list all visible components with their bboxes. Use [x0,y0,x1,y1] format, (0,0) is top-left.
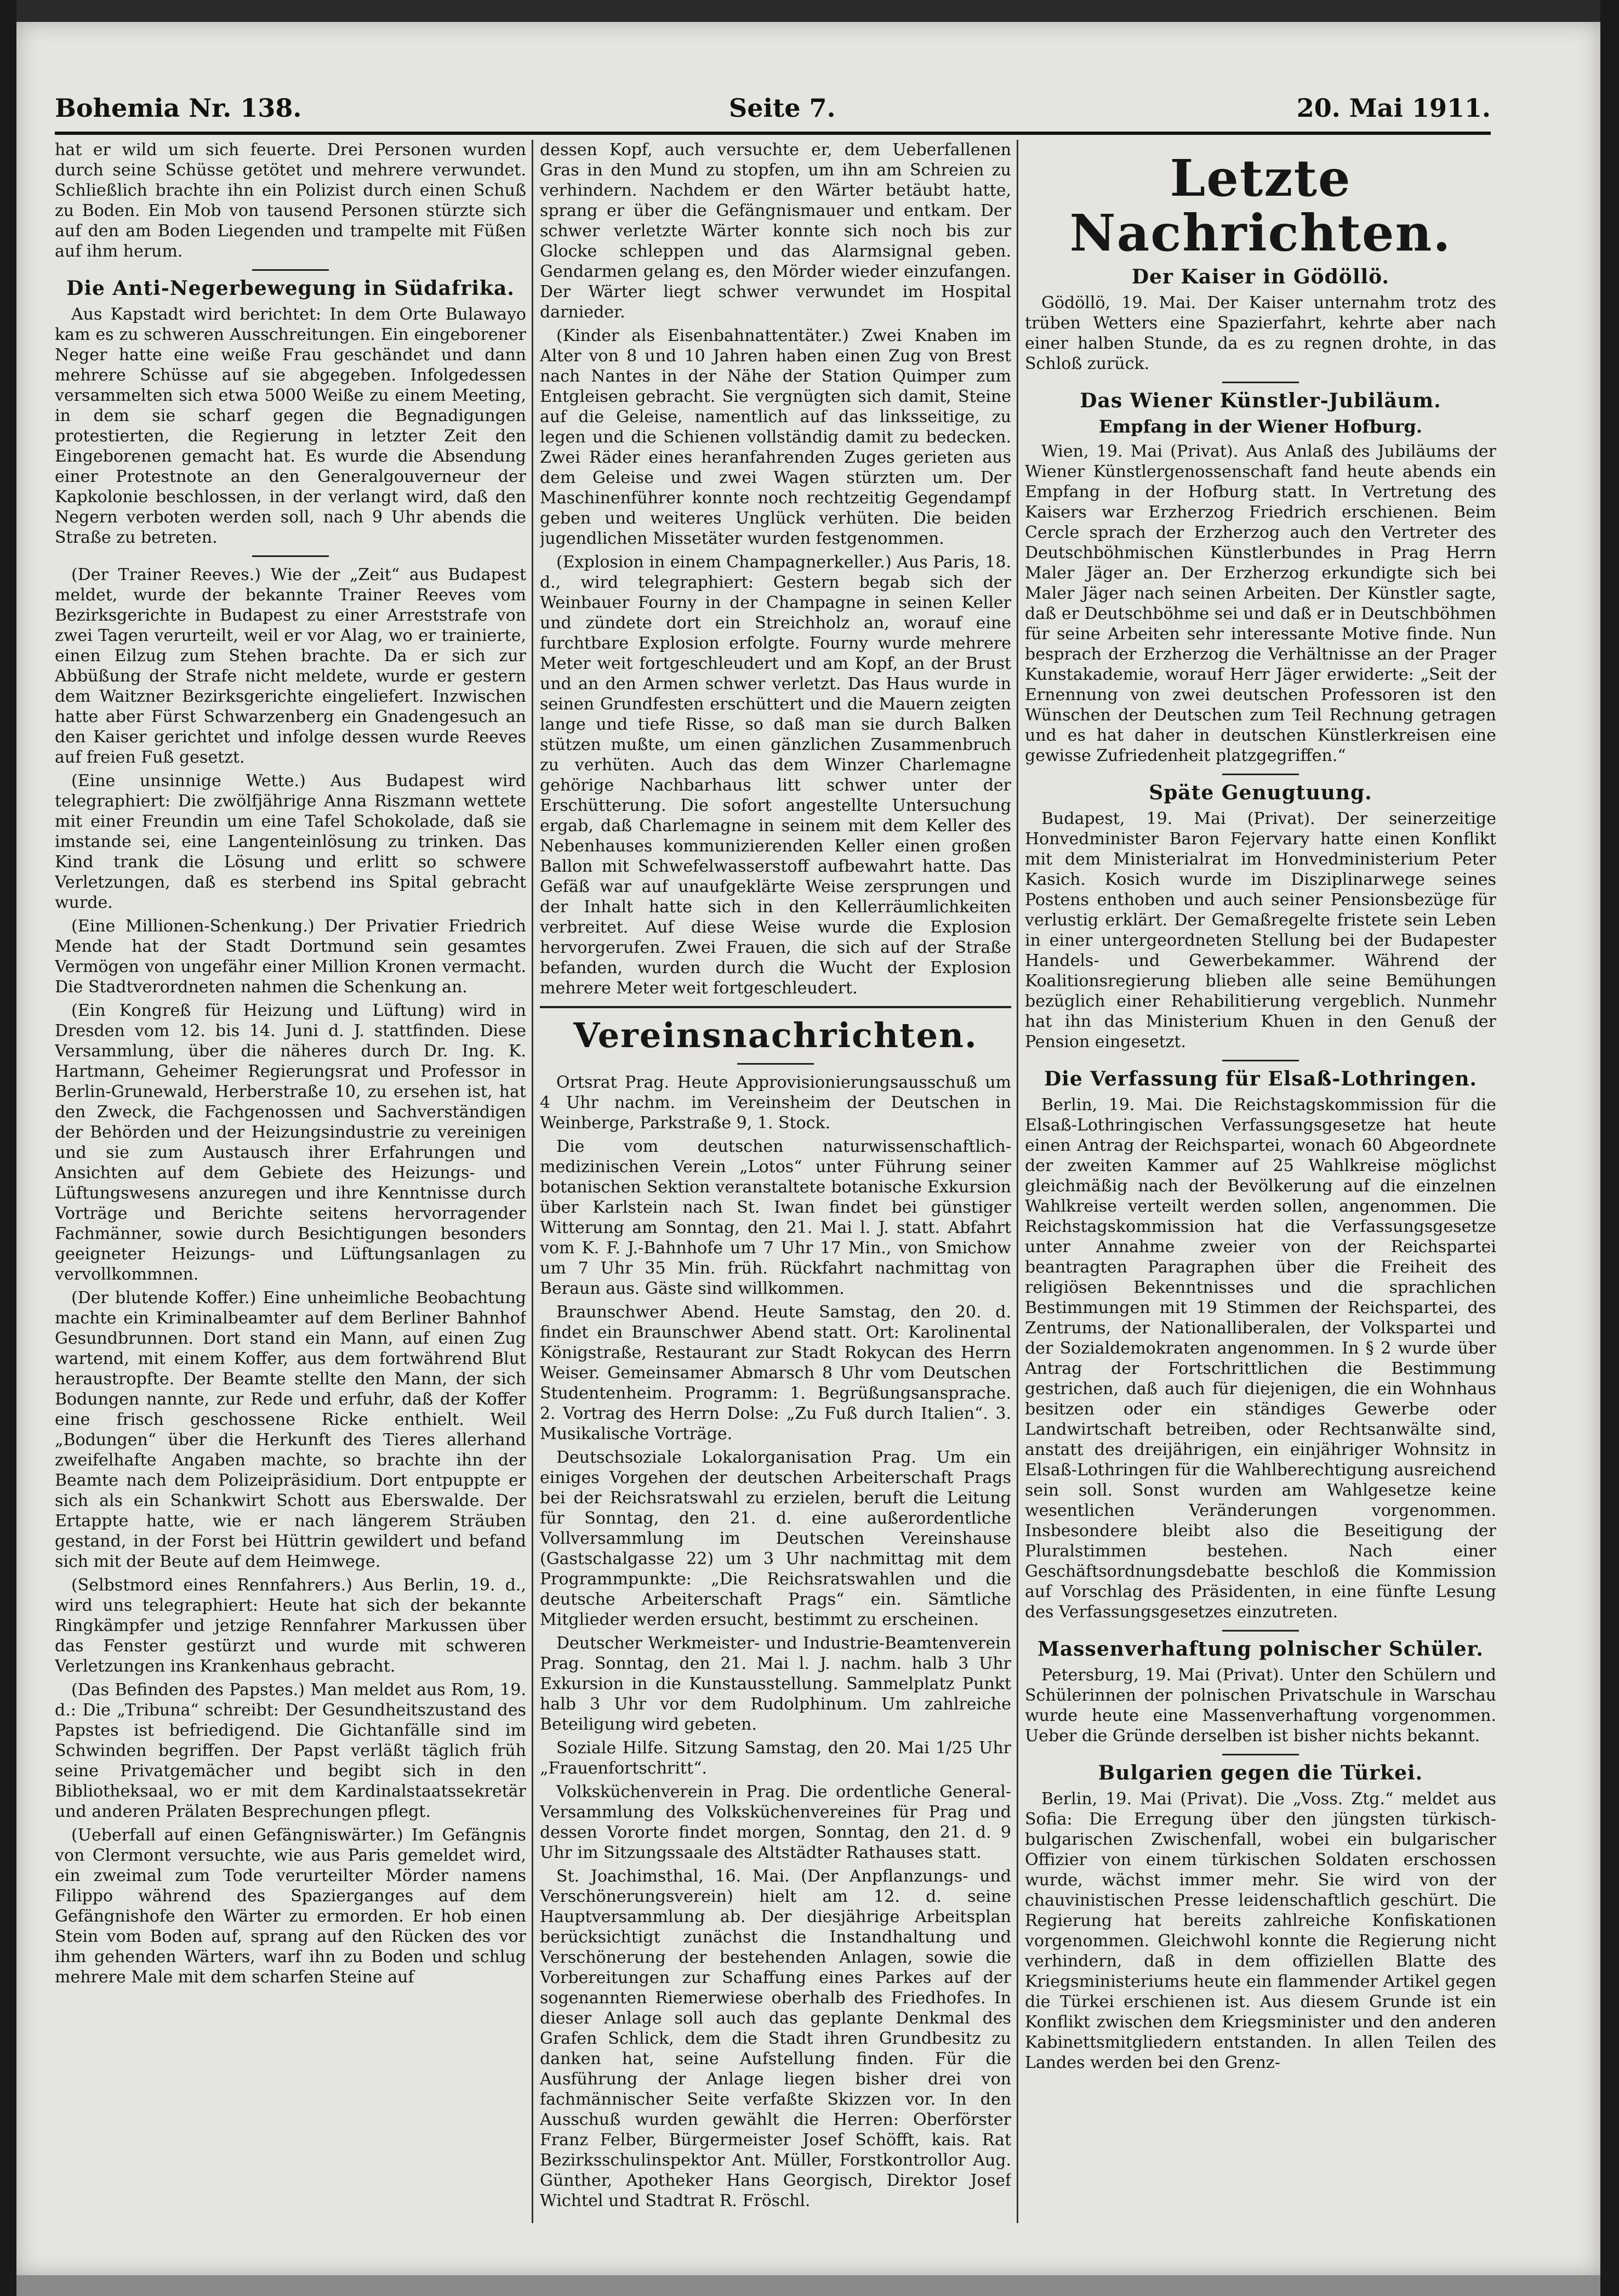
separator [1222,774,1299,775]
notice-text: Deutschsoziale Lokalorganisation Prag. Um ein einiges Vorgehen der deutschen Arbeiterschaft Prags bei der Reichsratswahl zu erzielen, beruft die Leitung für Sonntag, den 21. d. eine außerordentliche Vollversammlung im Deutschen Vereinshause (Gastschalgasse 22) um 3 Uhr nachmittag mit dem Programmpunkte: „Die Reichsratswahlen und die deutsche Arbeiterschaft Prags“ ein. Sämtliche Mitglieder werden ersucht, bestimmt zu erscheinen. [540,1448,1011,1629]
article-text: (Der Trainer Reeves.) Wie der „Zeit“ aus Budapest meldet, wurde der bekannte Trainer Reeves vom Bezirksgerichte in Budapest zu einer Arreststrafe von zwei Tagen verurteilt, weil er vor Alag, wo er trainierte, einen Eilzug zum Stehen brachte. Da er sich zur Abbüßung der Strafe nicht meldete, wurde er gestern dem Waitzner Bezirksgerichte eingeliefert. Inzwischen hatte aber Fürst Schwarzenberg ein Gnadengesuch an den Kaiser gerichtet und infolge dessen wurde Reeves auf freien Fuß gesetzt. [55,565,526,767]
separator [1222,1754,1299,1755]
article-text: Gödöllö, 19. Mai. Der Kaiser unternahm trotz des trüben Wetters eine Spazierfahrt, kehrte aber nach einer halben Stunde, da es zu regnen drohte, in das Schloß zurück. [1025,293,1496,373]
article-text: (Der blutende Koffer.) Eine unheimliche Beobachtung machte ein Kriminalbeamter auf dem Berliner Bahnhof Gesundbrunnen. Dort stand ein Mann, auf einen Zug wartend, mit einem Koffer, aus dem fortwährend Blut heraustropfte. Der Beamte stellte den Mann, der sich Bodungen nannte, zur Rede und erfuhr, daß der Koffer eine frisch geschossene Ricke enthielt. Weil „Bodungen“ über die Herkunft des Tieres allerhand zweifelhafte Angaben machte, so brachte ihn der Beamte nach dem Polizeipräsidium. Dort entpuppte er sich als ein Schankwirt Schott aus Eberswalde. Der Ertappte hatte, wie er nach längerem Sträuben gestand, in der Forst bei Hüttrin gewildert und befand sich mit der Beute auf dem Heimwege. [55,1288,526,1571]
article-text: (Kinder als Eisenbahnattentäter.) Zwei Knaben im Alter von 8 und 10 Jahren haben einen Zug von Brest nach Nantes in der Nähe der Station Quimper zum Entgleisen gebracht. Sie vergnügten sich damit, Steine auf die Geleise, namentlich auf das linksseitige, zu legen und die Schienen vollständig damit zu bedecken. Zwei Räder eines heranfahrenden Zuges gerieten aus dem Geleise und zwei Wagen stürzten um. Der Maschinenführer konnte noch rechtzeitig Gegendampf geben und weiteres Unglück verhüten. Die beiden jugendlichen Missetäter wurden festgenommen. [540,326,1011,548]
article-text: Aus Kapstadt wird berichtet: In dem Orte Bulawayo kam es zu schweren Ausschreitungen. Ein eingeborener Neger hatte eine weiße Frau geschändet und dann mehrere Schüsse auf sie abgegeben. Infolgedessen versammelten sich etwa 5000 Weiße zu einem Meeting, in dem sie scharf gegen die Begnadigungen protestierten, die Regierung in letzter Zeit den Eingeborenen gemacht hat. Es wurde die Absendung einer Protestnote an den Generalgouverneur der Kapkolonie beschlossen, in der verlangt wird, daß den Negern verboten werden soll, nach 9 Uhr abends die Straße zu betreten. [55,305,526,547]
separator [1222,382,1299,383]
article-text: Berlin, 19. Mai. Die Reichstagskommission für die Elsaß-Lothringischen Verfassungsgesetze hat heute einen Antrag der Reichspartei, wonach 60 Abgeordnete der zweiten Kammer auf 25 Wahlkreise möglichst gleichmäßig nach der Bevölkerung auf die einzelnen Wahlkreise verteilt werden sollen, angenommen. Die Reichstagskommission hat die Verfassungsgesetze unter Annahme zweier von der Reichspartei beantragten Paragraphen über die Freiheit des religiösen Bekenntnisses und die sprachlichen Bestimmungen mit 19 Stimmen der Reichspartei, des Zentrums, der Nationalliberalen, der Volkspartei und der Sozialdemokraten angenommen. In § 2 wurde über Antrag der Fortschrittlichen die Bestimmung gestrichen, daß auch für diejenigen, die ein Wohnhaus besitzen oder ein ständiges Gewerbe oder Landwirtschaft betreiben, oder Rechtsanwälte sind, anstatt des dreijährigen, ein einjähriger Wohnsitz in Elsaß-Lothringen für die Wahlberechtigung ausreichend sein soll. Sonst wurden am Wahlgesetze keine wesentlichen Veränderungen vorgenommen. Insbesondere bleibt also die Beseitigung der Pluralstimmen bestehen. Nach einer Geschäftsordnungsdebatte beschloß die Kommission auf Vorschlag des Präsidenten, in eine fünfte Lesung des Verfassungsgesetzes einzutreten. [1025,1095,1496,1622]
notice-text: St. Joachimsthal, 16. Mai. (Der Anpflanzungs- und Verschönerungsverein) hielt am 12. d. seine Hauptversammlung ab. Der diesjährige Arbeitsplan berücksichtigt zunächst die Instandhaltung und Verschönerung der bestehenden Anlagen, sowie die Vorbereitungen zur Schaffung eines Parkes auf der sogenannten Riemerwiese oberhalb des Friedhofes. In dieser Anlage soll auch das geplante Denkmal des Grafen Schlick, dem die Stadt ihren Grundbesitz zu danken hat, seine Aufstellung finden. Für die Ausführung der Anlage liegen bisher drei von fachmännischer Seite verfaßte Skizzen vor. In den Ausschuß wurden gewählt die Herren: Oberförster Franz Felber, Bürgermeister Josef Schöfft, kais. Rat Bezirksschulinspektor Ant. Müller, Forstkontrollor Aug. Günther, Apotheker Hans Georgisch, Direktor Josef Wichtel und Stadtrat R. Fröschl. [540,1867,1011,2210]
article-text: Berlin, 19. Mai (Privat). Die „Voss. Ztg.“ meldet aus Sofia: Die Erregung über den jüngsten türkisch-bulgarischen Zwischenfall, wobei ein bulgarischer Offizier von einem türkischen Soldaten erschossen wurde, wächst immer mehr. Sie wird von der chauvinistischen Presse leidenschaftlich geschürt. Die Regierung hat bereits zahlreiche Konfiskationen vorgenommen. Gleichwohl konnte die Regierung nicht verhindern, daß in dem offiziellen Blatte des Kriegsministeriums heute ein flammender Artikel gegen die Türkei erschienen ist. Aus diesem Grunde ist ein Konflikt zwischen dem Kriegsminister und den anderen Kabinettsmitgliedern entstanden. In allen Teilen des Landes werden bei den Grenz- [1025,1789,1496,2072]
column-3 [1025,140,1496,2229]
section-headline-vereinsnachrichten: Vereinsnachrichten. [573,1015,978,1055]
header-date: 20. Mai 1911. [1296,93,1491,123]
article-text: (Selbstmord eines Rennfahrers.) Aus Berlin, 19. d., wird uns telegraphiert: Heute hat sich der bekannte Ringkämpfer und jetzige Rennfahrer Markussen über das Fenster gestürzt und wurde mit schweren Verletzungen ins Krankenhaus gebracht. [55,1576,526,1676]
notice-text: Deutscher Werkmeister- und Industrie-Beamtenverein Prag. Sonntag, den 21. Mai l. J. nachm. halb 3 Uhr Exkursion in die Kunstausstellung. Sammelplatz Punkt halb 3 Uhr vor dem Rudolphinum. Um zahlreiche Beteiligung wird gebeten. [540,1634,1011,1734]
article-text: Budapest, 19. Mai (Privat). Der seinerzeitige Honvedminister Baron Fejervary hatte einen Konflikt mit dem Ministerialrat im Honvedministerium Peter Kasich. Kosich wurde im Disziplinarwege seines Postens enthoben und auch seiner Pensionsbezüge für verlustig erklärt. Der Gemaßregelte fristete sein Leben in einer untergeordneten Stellung bei der Budapester Handels- und Gewerbekammer. Während der Koalitionsregierung blieben alle seine Bemühungen bezüglich einer Rehabilitierung vergeblich. Nunmehr hat ihn das Ministerium Khuen in den Genuß der Pension eingesetzt. [1025,809,1496,1052]
article-headline: Die Verfassung für Elsaß-Lothringen. [1044,1067,1478,1090]
column-divider-1 [532,140,533,2223]
scan-border-top [0,0,1619,22]
notice-text: Volksküchenverein in Prag. Die ordentliche General-Versammlung des Volksküchenvereines für Prag und dessen Vororte findet morgen, Sonntag, den 21. d. 9 Uhr im Sitzungssaale des Altstädter Rathauses statt. [540,1782,1011,1862]
notice-text: Braunschwer Abend. Heute Samstag, den 20. d. findet ein Braunschwer Abend statt. Ort: Karolinental Königstraße, Restaurant zur Stadt Rokycan des Herrn Weiser. Gemeinsamer Abmarsch 8 Uhr vom Deutschen Studentenheim. Programm: 1. Begrüßungsansprache. 2. Vortrag des Herrn Dolse: „Zu Fuß durch Italien“. 3. Musikalische Vorträge. [540,1303,1011,1443]
separator [252,269,329,271]
article-text: (Eine Millionen-Schenkung.) Der Privatier Friedrich Mende hat der Stadt Dortmund sein gesamtes Vermögen von ungefähr einer Million Kronen vermacht. Die Stadtverordneten nahmen die Schenkung an. [55,917,526,997]
header-issue: Bohemia Nr. 138. [55,93,302,123]
notice-text: Ortsrat Prag. Heute Approvisionierungsausschuß um 4 Uhr nachm. im Vereinsheim der Deutschen in Weinberge, Parkstraße 9, 1. Stock. [540,1073,1011,1133]
header-page-number: Seite 7. [729,93,836,123]
header-rule [55,132,1491,135]
article-text: (Explosion in einem Champagnerkeller.) Aus Paris, 18. d., wird telegraphiert: Gestern begab sich der Weinbauer Fourny in der Champagne in seinen Keller und zündete dort ein Streichholz an, worauf eine furchtbare Explosion erfolgte. Fourny wurde mehrere Meter weit fortgeschleudert und am Kopf, an der Brust und an den Armen schwer verletzt. Das Haus wurde in seinen Grundfesten erschüttert und die Mauern zeigten lange und tiefe Risse, so daß man sie durch Balken stützen mußte, um einen gänzlichen Zusammenbruch zu verhüten. Auch das dem Winzer Charlemagne gehörige Nachbarhaus litt schwer unter der Erschütterung. Die sofort angestellte Untersuchung ergab, daß Charlemagne in seinem mit dem Keller des Nebenhauses kommunizierenden Keller einen großen Ballon mit Schwefelwasserstoff aufbewahrt hatte. Das Gefäß war auf unaufgeklärte Weise zersprungen und der Inhalt hatte sich in den Kellerräumlichkeiten verbreitet. Auf diese Weise wurde die Explosion hervorgerufen. Zwei Frauen, die sich auf der Straße befanden, wurden durch die Wucht der Explosion mehrere Meter weit fortgeschleudert. [540,553,1011,998]
scan-border-left [0,0,16,2296]
scan-border-right [1600,0,1619,2296]
column-1 [55,140,526,2229]
separator [1222,1630,1299,1632]
section-headline-letzte-nachrichten: Letzte Nachrichten. [1069,149,1452,263]
article-text: Wien, 19. Mai (Privat). Aus Anlaß des Jubiläums der Wiener Künstlergenossenschaft fand heute abends ein Empfang in der Hofburg statt. In Vertretung des Kaisers war Erzherzog Friedrich erschienen. Beim Cercle sprach der Erzherzog auch den Vertreter des Deutschböhmischen Künstlerbundes in Prag Herrn Maler Jäger an. Der Erzherzog erkundigte sich bei Maler Jäger nach seinen Arbeiten. Der Künstler sagte, daß er Deutschböhme sei und daß er in Deutschböhmen für seine Arbeiten sehr interessante Motive finde. Nun besprach der Erzherzog die Verhältnisse an der Prager Kunstakademie, worauf Herr Jäger erwiderte: „Seit der Ernennung von zwei deutschen Professoren ist den Wünschen der Deutschen zum Teil Rechnung getragen und es hat daher in deutschen Künstlerkreisen eine gewisse Zufriedenheit platzgegriffen.“ [1025,442,1496,765]
article-text: (Ein Kongreß für Heizung und Lüftung) wird in Dresden vom 12. bis 14. Juni d. J. stattfinden. Diese Versammlung, über die näheres durch Dr. Ing. K. Hartmann, Geheimer Regierungsrat und Professor in Berlin-Grunewald, Herberstraße 10, zu ersehen ist, hat den Zweck, die Fachgenossen und Sachverständigen der Behörden und der Heizungsindustrie zu vereinigen und sie zum Austausch ihrer Erfahrungen und Ansichten auf dem Gebiete des Heizungs- und Lüftungswesens anzuregen und ihre Kenntnisse durch Vorträge und Berichte seitens hervorragender Fachmänner, sowie durch Besichtigungen besonders geeigneter Heizungs- und Lüftungsanlagen zu vervollkommnen. [55,1001,526,1284]
article-headline: Massenverhaftung polnischer Schüler. [1037,1638,1484,1661]
page-header [55,88,1491,126]
separator [737,1063,814,1065]
article-headline: Bulgarien gegen die Türkei. [1098,1761,1423,1784]
article-text: (Eine unsinnige Wette.) Aus Budapest wird telegraphiert: Die zwölfjährige Anna Riszmann wettete mit einer Freundin um eine Tafel Schokolade, daß sie imstande sei, eine Langenteinlösung zu trinken. Das Kind trank die Lösung und erlitt so schwere Verletzungen, daß es sterbend ins Spital gebracht wurde. [55,771,526,912]
notice-text: Soziale Hilfe. Sitzung Samstag, den 20. Mai 1/25 Uhr „Frauenfortschritt“. [540,1738,1011,1778]
article-text: (Ueberfall auf einen Gefängniswärter.) Im Gefängnis von Clermont versuchte, wie aus Paris gemeldet wird, ein zweimal zum Tode verurteilter Mörder namens Filippo während des Spazierganges auf dem Gefängnishofe den Wärter zu ermorden. Er hob einen Stein vom Boden auf, sprang auf den Rücken des vor ihm gehenden Wärters, warf ihn zu Boden und schlug mehrere Male mit dem scharfen Steine auf [55,1826,526,1987]
article-headline: Der Kaiser in Gödöllö. [1131,265,1390,288]
article-subheadline: Empfang in der Wiener Hofburg. [1098,416,1423,437]
article-headline: Späte Genugtuung. [1149,781,1372,804]
separator [1222,1060,1299,1061]
article-text: hat er wild um sich feuerte. Drei Personen wurden durch seine Schüsse getötet und mehrere verwundet. Schließlich brachte ihn ein Polizist durch einen Schuß zu Boden. Ein Mob von tausend Personen stürzte sich auf den am Boden Liegenden und trampelte mit Füßen auf ihm herum. [55,140,526,261]
article-text: Petersburg, 19. Mai (Privat). Unter den Schülern und Schülerinnen der polnischen Privatschule in Warschau wurde heute eine Massenverhaftung vorgenommen. Ueber die Gründe derselben ist bisher nichts bekannt. [1025,1666,1496,1746]
section-rule [540,1006,1011,1008]
notice-text: Die vom deutschen naturwissenschaftlich-medizinischen Verein „Lotos“ unter Führung seiner botanischen Sektion veranstaltete botanische Exkursion über Karlstein nach St. Iwan findet bei günstiger Witterung am Sonntag, den 21. Mai l. J. statt. Abfahrt vom K. F. J.-Bahnhofe um 7 Uhr 17 Min., von Smichow um 7 Uhr 35 Min. früh. Rückfahrt nachmittag von Beraun aus. Gäste sind willkommen. [540,1137,1011,1298]
separator [252,555,329,557]
article-text: (Das Befinden des Papstes.) Man meldet aus Rom, 19. d.: Die „Tribuna“ schreibt: Der Gesundheitszustand des Papstes ist befriedigend. Die Gichtanfälle sind im Schwinden begriffen. Der Papst verläßt täglich früh seine Privatgemächer und begibt sich in den Bibliotheksaal, wo er mit dem Kardinalstaatssekretär und anderen Prälaten Besprechungen pflegt. [55,1680,526,1821]
article-text: dessen Kopf, auch versuchte er, dem Ueberfallenen Gras in den Mund zu stopfen, um ihn am Schreien zu verhindern. Nachdem er den Wärter betäubt hatte, sprang er über die Gefängnismauer und entkam. Der schwer verletzte Wärter konnte sich noch bis zur Glocke schleppen und das Alarmsignal geben. Gendarmen gelang es, den Mörder wieder einzufangen. Der Wärter liegt schwer verwundet im Hospital darnieder. [540,140,1011,322]
article-headline: Das Wiener Künstler-Jubiläum. [1080,389,1441,412]
column-2 [540,140,1011,2229]
article-headline: Die Anti-Negerbewegung in Südafrika. [66,277,515,300]
column-divider-2 [1017,140,1018,2223]
